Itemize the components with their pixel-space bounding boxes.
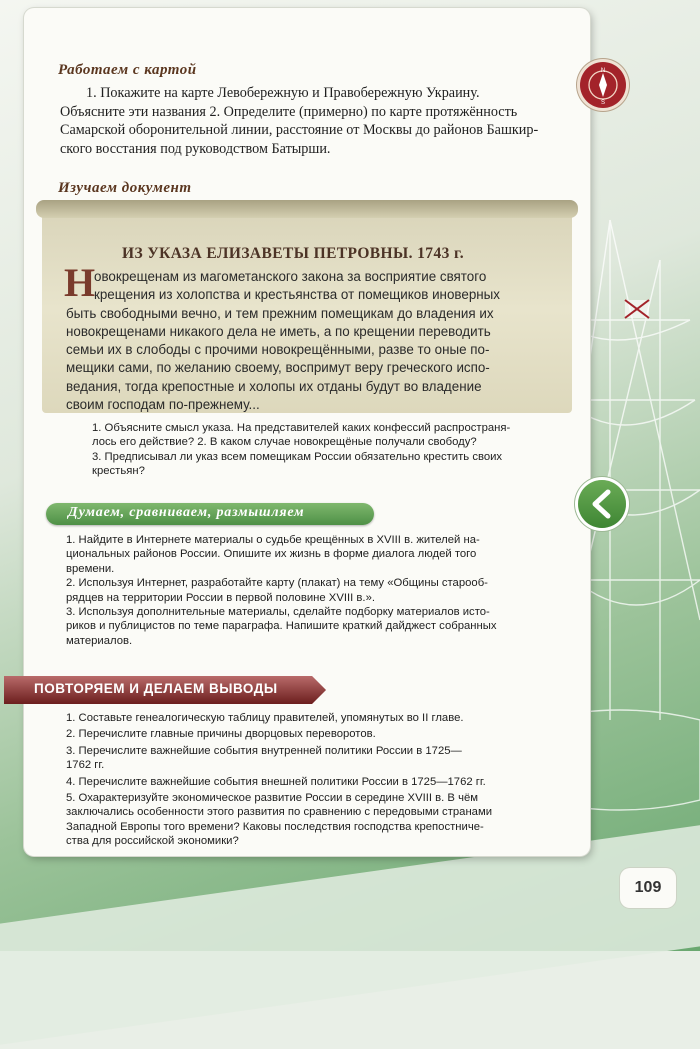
review-line: 1762 гг. (66, 759, 105, 772)
document-questions (92, 421, 556, 479)
review-section-text (66, 711, 556, 849)
map-line: Объясните эти названия 2. Определите (примерно) по карте протяжённость (60, 103, 518, 120)
document-line: своим господам по-прежнему... (66, 397, 260, 413)
document-line: быть свободными вечно, и тем прежним помещикам до владения их (66, 305, 494, 321)
think-line: времени. (66, 562, 115, 575)
map-line: Самарской оборонительной линии, расстояние от Москвы до районов Башкир- (60, 122, 539, 138)
think-line: 2. Используя Интернет, разработайте карту (плакат) на тему «Общины старооб- (66, 577, 488, 590)
document-line: крещения из холопства и крестьянства от помещиков иноверных (94, 287, 500, 303)
page-number: 109 (620, 868, 676, 908)
map-section-heading: Работаем с картой (58, 62, 197, 78)
back-button[interactable] (578, 480, 626, 528)
review-line: Западной Европы того времени? Каковы последствия господства крепостниче- (66, 820, 484, 833)
think-line: рядцев на территории России в первой половине XVIII в.». (66, 591, 375, 604)
think-line: материалов. (66, 634, 133, 647)
document-scroll-roll (36, 200, 578, 218)
think-section-pill (46, 503, 374, 525)
question-line: крестьян? (92, 465, 145, 478)
document-line: новокрещенами никакого дела не иметь, а по крещении переводить (66, 323, 491, 339)
document-line: мещики сами, по желанию своему, воспримут веру греческого испо- (66, 360, 490, 376)
review-line: ства для российской экономики? (66, 835, 239, 848)
compass-needle-icon (580, 62, 626, 108)
map-section-text (60, 84, 560, 158)
compass-n-label: N (600, 68, 606, 74)
document-section-heading: Изучаем документ (58, 180, 192, 196)
drop-cap: Н (64, 260, 96, 305)
compass-s-label: S (600, 100, 606, 106)
think-section-text (66, 533, 554, 648)
review-line: 3. Перечислите важнейшие события внутренней политики России в 1725— (66, 744, 462, 757)
document-line: семьи их в слободы с прочими новокрещёнными, разве то оные по- (66, 342, 490, 358)
chevron-left-icon (578, 480, 626, 528)
review-line: 5. Охарактеризуйте экономическое развитие России в середине XVIII в. В чём (66, 792, 479, 805)
compass-icon[interactable] (580, 62, 626, 108)
document-line: овокрещенам из магометанского закона за восприятие святого (94, 269, 487, 284)
map-line: ского восстания под руководством Батырши. (60, 140, 331, 157)
review-section-heading: ПОВТОРЯЕМ И ДЕЛАЕМ ВЫВОДЫ (34, 681, 278, 696)
review-line: 2. Перечислите главные причины дворцовых переворотов. (66, 728, 376, 741)
map-line: 1. Покажите на карте Левобережную и Правобережную Украину. (86, 85, 480, 101)
question-line: 3. Предписывал ли указ всем помещикам России обязательно крестить своих (92, 450, 503, 463)
document-title: ИЗ УКАЗА ЕЛИЗАВЕТЫ ПЕТРОВНЫ. 1743 г. (122, 245, 464, 262)
think-line: 3. Используя дополнительные материалы, сделайте подборку материалов исто- (66, 606, 490, 619)
document-line: ведания, тогда крепостные и холопы их отданы будут во владение (66, 378, 482, 394)
review-section-banner (4, 676, 326, 704)
document-body (64, 260, 548, 414)
review-line: 1. Составьте генеалогическую таблицу правителей, упомянутых во II главе. (66, 712, 464, 724)
think-section-heading: Думаем, сравниваем, размышляем (68, 505, 305, 520)
think-line: 1. Найдите в Интернете материалы о судьбе крещённых в XVIII в. жителей на- (66, 534, 480, 546)
think-line: риков и публицистов по теме параграфа. Напишите краткий дайджест собранных (66, 620, 497, 633)
review-line: 4. Перечислите важнейшие события внешней политики России в 1725—1762 гг. (66, 775, 486, 788)
question-line: 1. Объясните смысл указа. На представителей каких конфессий распространя- (92, 422, 511, 434)
think-line: циональных районов России. Опишите их жизнь в форме диалога людей того (66, 548, 477, 561)
review-line: заключались особенности этого развития по сравнению с передовыми странами (66, 806, 493, 819)
question-line: лось его действие? 2. В каком случае новокрещёные получали свободу? (92, 436, 477, 449)
